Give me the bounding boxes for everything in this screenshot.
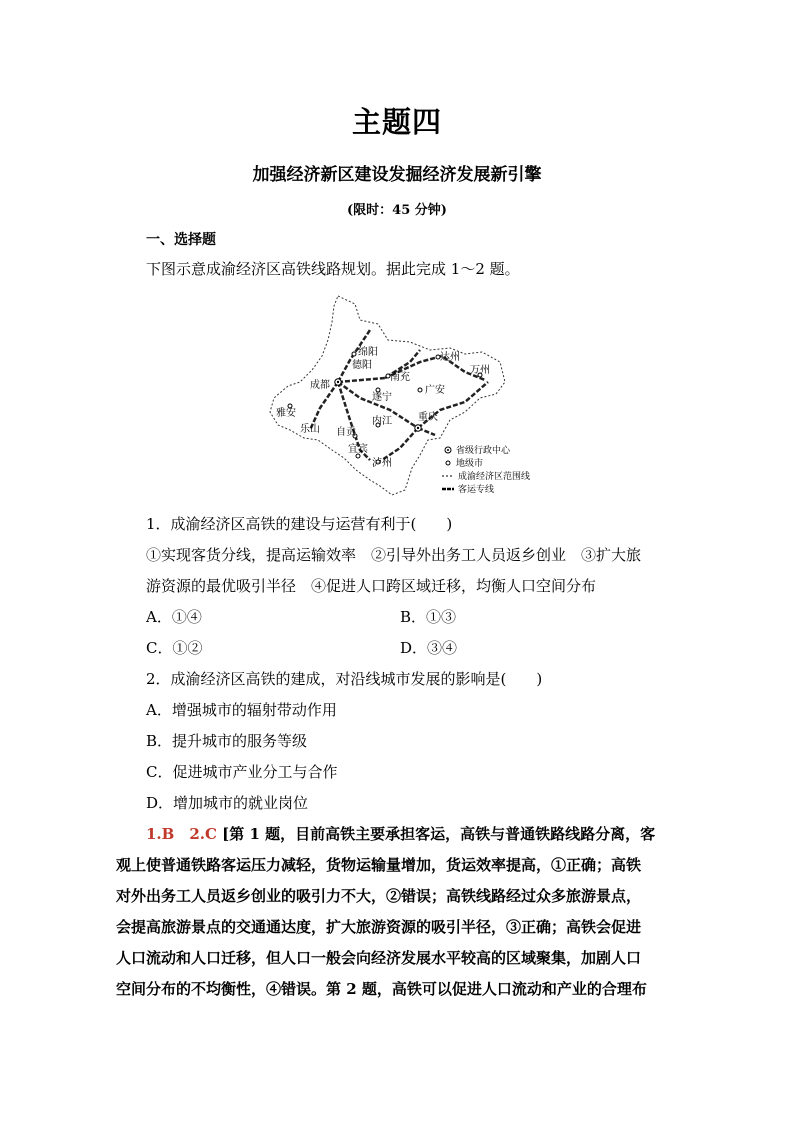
map-label: 宜宾 [348, 444, 368, 455]
question-1-statements-line1: ①实现客货分线，提高运输效率 ②引导外出务工人员返乡创业 ③扩大旅 [146, 546, 642, 564]
answer-line-2: 观上使普通铁路客运压力减轻，货物运输量增加，货运效率提高，①正确；高铁 [116, 856, 642, 874]
section-heading: 一、选择题 [146, 232, 216, 248]
map-label: 乐山 [300, 424, 320, 435]
question-2-option-a[interactable]: A．增强城市的辐射带动作用 [146, 701, 337, 719]
question-1-option-b[interactable]: B．①③ [400, 608, 457, 626]
rail-line-chongqing-luzhou [382, 428, 418, 460]
legend-label: 省级行政中心 [456, 446, 511, 456]
question-1-statements-line2: 游资源的最优吸引半径 ④促进人口跨区域迁移，均衡人口空间分布 [146, 577, 597, 595]
map-label: 德阳 [352, 360, 372, 371]
answer-key: 1.B 2.C [146, 825, 217, 843]
map-label: 南充 [390, 372, 410, 383]
question-1-stem: 1．成渝经济区高铁的建设与运营有利于( ) [146, 515, 453, 533]
question-2-option-b[interactable]: B．提升城市的服务等级 [146, 732, 308, 750]
page-subtitle: 加强经济新区建设发掘经济发展新引擎 [252, 165, 542, 185]
mianyang-marker [352, 352, 356, 356]
city-markers [288, 352, 482, 464]
map-label: 万州 [470, 365, 490, 376]
map-label: 遂宁 [372, 392, 392, 403]
answer-line-6: 空间分布的不均衡性，④错误。第 2 题，高铁可以促进人口流动和产业的合理布 [116, 980, 647, 998]
map-label: 雅安 [276, 408, 296, 419]
map-label: 达州 [440, 352, 460, 363]
guangan-marker [418, 388, 422, 392]
page-title: 主题四 [351, 105, 442, 139]
question-2-option-c[interactable]: C．促进城市产业分工与合作 [146, 763, 338, 781]
map-label: 内江 [372, 416, 392, 427]
intro-text: 下图示意成渝经济区高铁线路规划。据此完成 1～2 题。 [146, 260, 520, 278]
answer-text-1: [第 1 题，目前高铁主要承担客运，高铁与普通铁路线路分离，客 [222, 825, 656, 843]
map-label: 广安 [425, 385, 445, 396]
question-1-option-c[interactable]: C．①② [146, 639, 203, 657]
map-label: 重庆 [418, 412, 438, 423]
legend-label: 成渝经济区范围线 [458, 472, 531, 482]
answer-line-4: 会提高旅游景点的交通通达度，扩大旅游资源的吸引半径，③正确；高铁会促进 [116, 918, 642, 936]
map-label: 自贡 [336, 427, 356, 438]
legend-label: 客运专线 [458, 485, 495, 495]
question-2-option-d[interactable]: D．增加城市的就业岗位 [146, 794, 309, 812]
map-label: 绵阳 [358, 347, 378, 358]
map-legend [442, 444, 530, 495]
question-1-option-d[interactable]: D．③④ [400, 639, 458, 657]
map-label: 泸州 [372, 458, 392, 469]
map-label: 成都 [310, 380, 330, 391]
question-1-option-a[interactable]: A．①④ [146, 608, 202, 626]
answer-line-3: 对外出务工人员返乡创业的吸引力不大，②错误；高铁线路经过众多旅游景点， [116, 887, 642, 905]
legend-label: 地级市 [456, 459, 484, 469]
time-limit: (限时：45 分钟) [347, 203, 447, 218]
railway-map [260, 290, 560, 500]
answer-line-1 [146, 819, 686, 850]
question-2-stem: 2．成渝经济区高铁的建成，对沿线城市发展的影响是( ) [146, 670, 543, 688]
answer-line-5: 人口流动和人口迁移，但人口一般会向经济发展水平较高的区域聚集，加剧人口 [116, 949, 642, 967]
